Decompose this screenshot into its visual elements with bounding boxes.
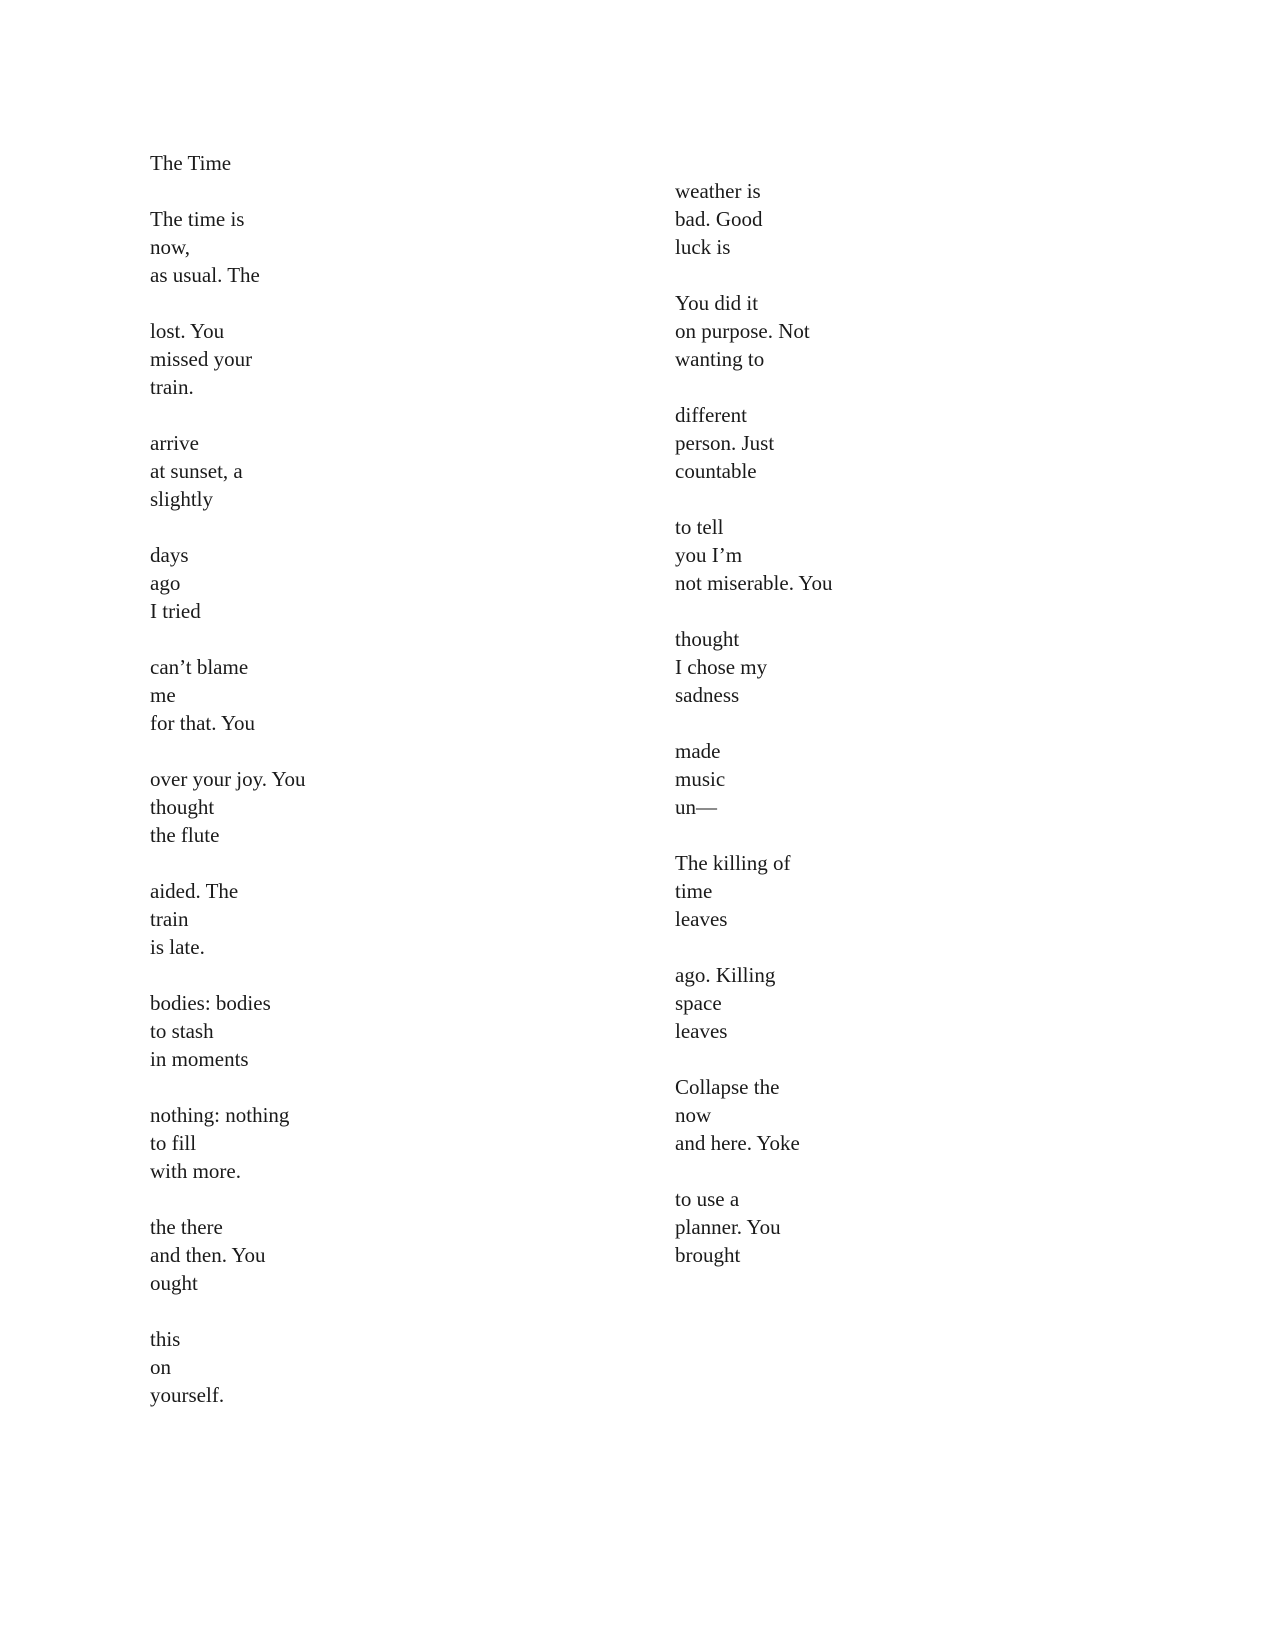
poem-line: Collapse the (675, 1075, 780, 1099)
poem-line: slightly (150, 487, 214, 511)
stanza (150, 1213, 306, 1297)
poem-line: is late. (150, 935, 205, 959)
poem-line: now, (150, 235, 191, 259)
poem-line: thought (150, 795, 215, 819)
stanza (150, 765, 306, 849)
poem-line: leaves (675, 907, 728, 931)
poem-line: brought (675, 1243, 741, 1267)
poem-line: lost. You (150, 319, 225, 343)
stanza (150, 317, 306, 401)
stanza (675, 289, 833, 373)
poem-line: can’t blame (150, 655, 249, 679)
poem-line: for that. You (150, 711, 256, 735)
poem-line: train (150, 907, 189, 931)
poem-line: to fill (150, 1131, 197, 1155)
poem-line: bad. Good (675, 207, 763, 231)
poem-line: I tried (150, 599, 201, 623)
poem-line: You did it (675, 291, 759, 315)
poem-line: person. Just (675, 431, 775, 455)
poem-line: ought (150, 1271, 198, 1295)
stanza (150, 989, 306, 1073)
poem-line: days (150, 543, 189, 567)
poem-line: ago (150, 571, 181, 595)
right-stanzas (675, 177, 833, 1269)
poem-line: The time is (150, 207, 245, 231)
poem-line: as usual. The (150, 263, 260, 287)
poem-line: different (675, 403, 747, 427)
stanza (675, 401, 833, 485)
poem-line: bodies: bodies (150, 991, 271, 1015)
poem-line: sadness (675, 683, 740, 707)
poem-line: to stash (150, 1019, 214, 1043)
left-stanzas (150, 205, 306, 1409)
poem-line: now (675, 1103, 712, 1127)
stanza (675, 625, 833, 709)
poem-line: the there (150, 1215, 223, 1239)
poem-line: over your joy. You (150, 767, 306, 791)
poem-line: weather is (675, 179, 761, 203)
stanza (150, 429, 306, 513)
stanza (675, 177, 833, 261)
poem-line: in moments (150, 1047, 249, 1071)
stanza (150, 1101, 306, 1185)
poem-line: on (150, 1355, 171, 1379)
poem-line: planner. You (675, 1215, 781, 1239)
poem-line: made (675, 739, 721, 763)
poem-line: music (675, 767, 726, 791)
stanza (675, 961, 833, 1045)
poem-line: missed your (150, 347, 253, 371)
poem-line: train. (150, 375, 194, 399)
poem-line: and here. Yoke (675, 1131, 800, 1155)
poem-line: countable (675, 459, 757, 483)
poem-line: leaves (675, 1019, 728, 1043)
poem-left-column (150, 149, 306, 1437)
stanza (150, 877, 306, 961)
stanza (675, 1073, 833, 1157)
poem-line: on purpose. Not (675, 319, 810, 343)
poem-line: me (150, 683, 176, 707)
poem-line: arrive (150, 431, 199, 455)
poem-line: this (150, 1327, 181, 1351)
poem-line: with more. (150, 1159, 241, 1183)
poem-line: time (675, 879, 713, 903)
poem-line: ago. Killing (675, 963, 776, 987)
poem-line: the flute (150, 823, 220, 847)
poem-line: you I’m (675, 543, 743, 567)
poem-line: luck is (675, 235, 731, 259)
stanza (675, 513, 833, 597)
poem-line: un— (675, 795, 717, 819)
stanza (150, 1325, 306, 1409)
stanza (150, 541, 306, 625)
poem-line: I chose my (675, 655, 768, 679)
poem-line: The killing of (675, 851, 791, 875)
stanza (675, 737, 833, 821)
poem-line: thought (675, 627, 740, 651)
stanza (675, 1185, 833, 1269)
poem-line: at sunset, a (150, 459, 243, 483)
poem-line: to tell (675, 515, 724, 539)
poem-line: nothing: nothing (150, 1103, 290, 1127)
poem-line: yourself. (150, 1383, 225, 1407)
poem-line: and then. You (150, 1243, 266, 1267)
poem-title: The Time (150, 151, 232, 175)
poem-line: wanting to (675, 347, 765, 371)
poem-line: to use a (675, 1187, 740, 1211)
stanza (150, 653, 306, 737)
poem-line: space (675, 991, 722, 1015)
poem-line: not miserable. You (675, 571, 833, 595)
stanza (150, 205, 306, 289)
stanza (675, 849, 833, 933)
poem-right-column (675, 177, 833, 1297)
poem-line: aided. The (150, 879, 239, 903)
